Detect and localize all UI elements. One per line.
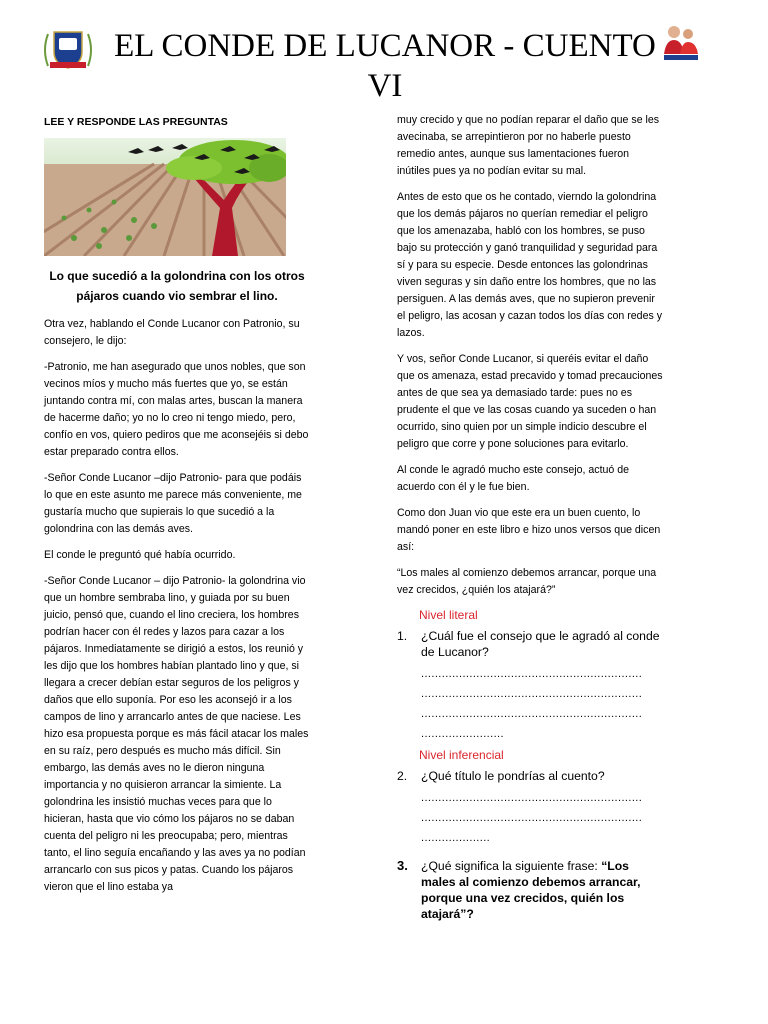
right-paragraph-1: muy crecido y que no podían reparar el daño que se les avecinaba, se arrepintieron por no haberle puesto remedio antes, aunque sus lamentaciones fueron inútiles pues ya no podían evitar su mal.	[397, 114, 660, 177]
answer-line-1a[interactable]: ................................................................	[421, 668, 643, 680]
right-column	[397, 112, 663, 928]
question-1	[397, 628, 663, 660]
right-paragraph-4: Al conde le agradó mucho este consejo, actuó de acuerdo con él y le fue bien.	[397, 464, 630, 493]
question-2-text: ¿Qué título le pondrías al cuento?	[421, 769, 605, 783]
question-3-text: ¿Qué significa la siguiente frase:	[421, 859, 602, 873]
question-2	[397, 768, 663, 784]
right-paragraph-5: Como don Juan vio que este era un buen cuento, lo mandó poner en este libro e hizo unos versos que dicen así:	[397, 507, 661, 553]
level-literal-heading: Nivel literal	[419, 608, 478, 622]
school-crest-logo	[40, 26, 96, 72]
left-paragraph-3: -Señor Conde Lucanor –dijo Patronio- para que podáis lo que en este asunto me parece más conveniente, me gustaría mucho que supierais lo que sucedió a la golondrina con las demás aves.	[44, 472, 302, 535]
answer-line-1b[interactable]: ................................................................	[421, 688, 643, 700]
question-3-text-wrap	[421, 858, 663, 922]
question-1-number: 1.	[397, 629, 408, 643]
right-paragraph-3: Y vos, señor Conde Lucanor, si queréis evitar el daño que os amenaza, estad precavido y tomad precauciones antes de que sea ya demasiado tarde: pues no es prudente el que ve las cosas cuando ya suceden o han ocurrido, sino quien por un simple indicio descubre el peligro que corre y pone soluciones para evitarlo.	[397, 353, 663, 450]
field-tree-birds-illustration	[44, 138, 286, 256]
instructions-heading: LEE Y RESPONDE LAS PREGUNTAS	[44, 116, 228, 128]
page-title: EL CONDE DE LUCANOR - CUENTO VI	[114, 28, 656, 104]
level-inferencial-heading: Nivel inferencial	[419, 748, 504, 762]
story-subtitle: Lo que sucedió a la golondrina con los otros pájaros cuando vio sembrar el lino.	[49, 269, 305, 303]
right-paragraph-2: Antes de esto que os he contado, vierndo la golondrina que los demás pájaros no querían remediar el peligro que los amenazaba, habló con los hombres, se puso bajo su protección y ganó tranquilidad y seguridad para sí y para su especie. Desde entonces las golondrinas viven seguras y sin daño entre los hombres, que no las persiguen. A las demás aves, que no supieron prevenir el peligro, las acosan y cazan todos los días con redes y lazos.	[397, 191, 662, 339]
question-1-text: ¿Cuál fue el consejo que le agradó al conde de Lucanor?	[421, 629, 660, 659]
answer-line-2b[interactable]: ................................................................	[421, 812, 643, 824]
question-3-number: 3.	[397, 858, 408, 873]
answer-line-2a[interactable]: ................................................................	[421, 792, 643, 804]
left-paragraph-4: El conde le preguntó qué había ocurrido.	[44, 549, 236, 561]
question-3-quote: “Los males al comienzo debemos arrancar, porque una vez crecidos, quién los atajará”?	[421, 859, 641, 921]
question-2-number: 2.	[397, 769, 408, 783]
verses-quote: “Los males al comienzo debemos arrancar, porque una vez crecidos, ¿quién los atajará?”	[397, 567, 657, 596]
left-paragraph-5: -Señor Conde Lucanor – dijo Patronio- la golondrina vio que un hombre sembraba lino, y guiada por su buen juicio, pensó que, cuando el lino creciera, los hombres podrían hacer con él redes y lazos para cazar a los pájaros. Inmediatamente se dirigió a estos, los reunió y les dijo que los hombres habían plantado lino y que, si llegara a crecer debían estar seguros de los peligros y daños que ello suponía. Por eso les aconsejó ir a los campos de lino y arrancarlo antes de que naciese. Les hizo esa propuesta porque es más fácil atacar los males en su raíz, pero después es mucho más difícil. Sin embargo, las demás aves no le dieron ninguna importancia y no quisieron arrancar la simiente. La golondrina les insistió muchas veces para que lo hicieran, hasta que vio cómo los pájaros no se daban cuenta del peligro ni les preocupaba; pero, mientras tanto, el lino seguía encañando y las aves ya no podían arrancarlo con sus picos y patas. Cuando los pájaros vieron que el lino estaba ya	[44, 575, 309, 893]
answer-line-1d[interactable]: ........................	[421, 728, 504, 740]
left-paragraph-2: -Patronio, me han asegurado que unos nobles, que son vecinos míos y mucho más fuertes que yo, se están juntando contra mí, con malas artes, buscan la manera de hacerme daño; yo no lo creo ni tengo miedo, pero, confío en vos, quiero pediros que me aconsejéis si debo estar preparado contra ellos.	[44, 361, 309, 458]
left-column	[44, 112, 310, 905]
answer-line-1c[interactable]: ................................................................	[421, 708, 643, 720]
answer-line-2c[interactable]: ....................	[421, 832, 491, 844]
left-paragraph-1: Otra vez, hablando el Conde Lucanor con Patronio, su consejero, le dijo:	[44, 318, 300, 347]
question-3	[397, 858, 663, 922]
institution-logo	[660, 22, 702, 64]
